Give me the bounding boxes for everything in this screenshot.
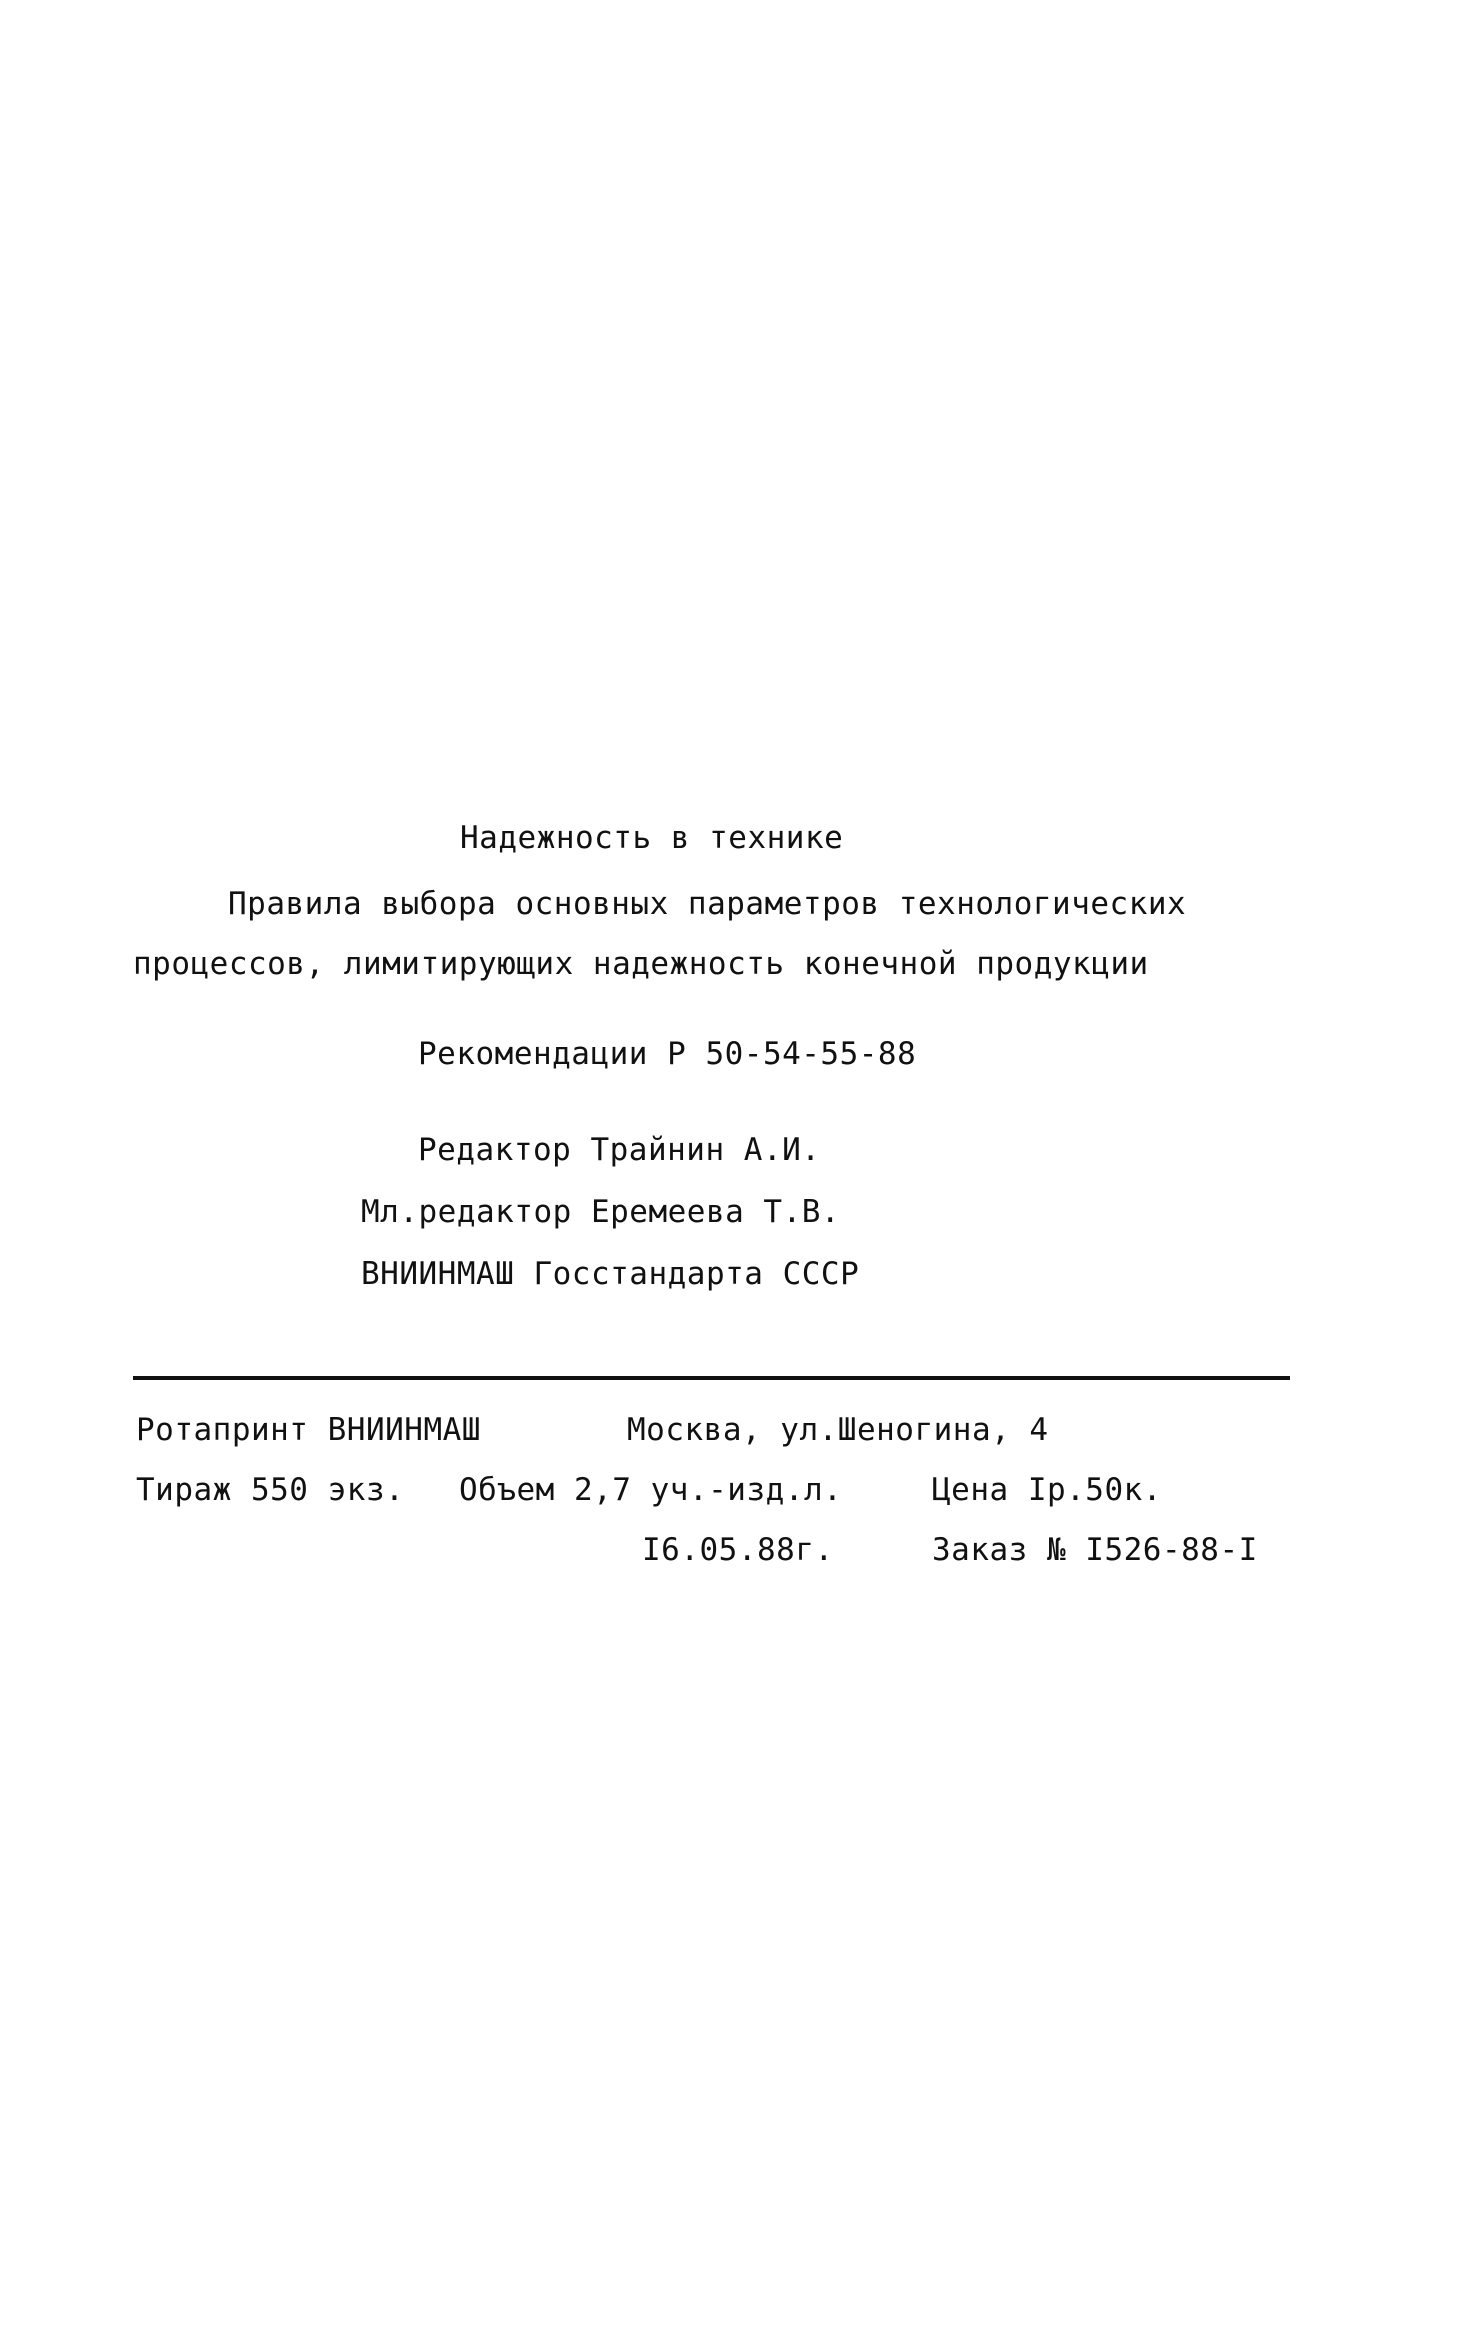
imprint-divider (133, 1376, 1290, 1380)
price: Цена Iр.50к. (932, 1472, 1162, 1508)
print-run: Тираж 550 экз. (136, 1472, 405, 1508)
editor-credit: Редактор Трайнин А.И. (418, 1132, 821, 1168)
order-number: Заказ № I526-88-I (932, 1532, 1258, 1568)
printer-name: Ротапринт ВНИИНМАШ (136, 1412, 481, 1448)
document-title-line-1: Правила выбора основных параметров технологических (228, 886, 1187, 922)
series-title: Надежность в технике (460, 820, 844, 856)
junior-editor-credit: Мл.редактор Еремеева Т.В. (361, 1194, 841, 1230)
print-date: I6.05.88г. (642, 1532, 834, 1568)
printer-address: Москва, ул.Шеногина, 4 (627, 1412, 1049, 1448)
organization-credit: ВНИИНМАШ Госстандарта СССР (361, 1256, 860, 1292)
document-title-line-2: процессов, лимитирующих надежность конечной продукции (133, 946, 1149, 982)
publication-volume: Объем 2,7 уч.-изд.л. (459, 1472, 843, 1508)
document-designation: Рекомендации Р 50-54-55-88 (418, 1036, 917, 1072)
